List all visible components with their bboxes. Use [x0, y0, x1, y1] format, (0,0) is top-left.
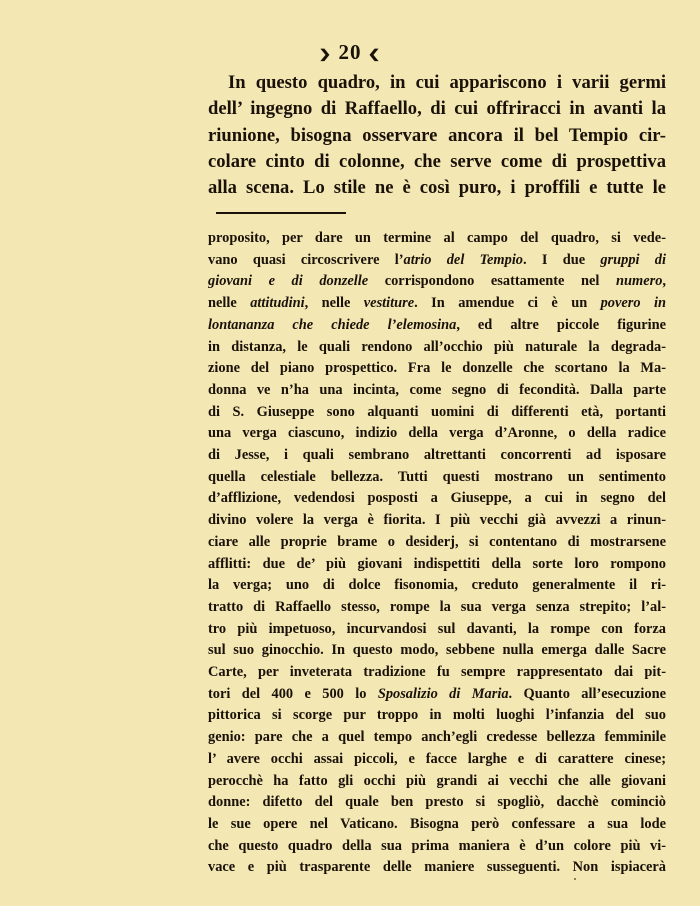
footnote-line [208, 792, 666, 814]
footnote-italic-segment: numero [616, 273, 663, 290]
footnote-segment: la verga; uno di dolce fisonomia, creduto generalmente il ri- [208, 577, 666, 594]
footnote-segment: che questo quadro della sua prima maniera è d’un colore più vi- [208, 837, 666, 854]
footnote-line [208, 271, 666, 293]
footnote-segment: una verga ciascuno, indizio della verga d’Aronne, o della radice [208, 425, 666, 442]
footnote-line [208, 315, 666, 337]
footnote-line [208, 402, 666, 424]
main-text-line: alla scena. Lo stile ne è così puro, i proffili e tutte le [208, 177, 666, 199]
footnote-line [208, 597, 666, 619]
footnote-segment: tro più impetuoso, incurvandosi sul davanti, la rompe con forza [208, 620, 666, 637]
footnote-line [208, 228, 666, 250]
footnote-segment: di S. Giuseppe sono alquanti uomini di differenti età, portanti [208, 403, 666, 420]
footnote-line [208, 337, 666, 359]
footnote-segment: , nelle [304, 295, 364, 312]
footnote-line [208, 554, 666, 576]
footnote-segment: proposito, per dare un termine al campo del quadro, si vede- [208, 230, 666, 246]
footnote-segment: l’ avere occhi assai piccoli, e facce larghe e di carattere cinese; [208, 750, 666, 767]
footnote-segment: . I due [523, 251, 601, 268]
footnote-segment: pittorica si scorge pur troppo in molti luoghi l’infanzia del suo [208, 707, 666, 724]
footnote-segment: corrispondono esattamente nel [368, 273, 616, 290]
footnote-segment: afflitti: due de’ più giovani indispettiti della sorte loro rompono [208, 555, 666, 572]
footnote-line [208, 771, 666, 793]
main-text [208, 70, 666, 201]
footnote-line [208, 684, 666, 706]
footnote-separator [216, 212, 346, 214]
footnote-line [208, 727, 666, 749]
footnote-segment: tratto di Raffaello stesso, rompe la sua verga senza strepito; l’al- [208, 598, 666, 615]
footnote-segment: divino volere la verga è fiorita. I più vecchi già avvezzi a rinun- [208, 512, 666, 529]
footnote-line [208, 445, 666, 467]
footnote-line [208, 380, 666, 402]
main-text-line: In questo quadro, in cui appariscono i varii germi [228, 72, 666, 93]
footnote-segment: , [662, 273, 666, 290]
footnote-segment: vano quasi circoscrivere l’ [208, 251, 404, 268]
footnote-line [208, 619, 666, 641]
footnote-line [208, 857, 666, 879]
footnote-line [208, 467, 666, 489]
footnote-italic-segment: vestiture [363, 295, 415, 312]
footnote-segment: tori del 400 e 500 lo [208, 685, 378, 702]
footnote-italic-segment: gruppi di [600, 251, 666, 268]
footnote-segment: le sue opere nel Vaticano. Bisogna però confessare a sua lode [208, 815, 666, 832]
footnote-line [208, 662, 666, 684]
footnote-segment: quella celestiale bellezza. Tutti questi mostrano un sentimento [208, 468, 666, 485]
footnote-segment: sul suo ginocchio. In questo modo, sebbene nulla emerga dalle Sacre [208, 642, 666, 659]
footnote-line [208, 814, 666, 836]
main-text-line: dell’ ingegno di Raffaello, di cui offriracci in avanti la [208, 98, 666, 120]
footnote-segment: Carte, per inveterata tradizione fu sempre rappresentato dai pit- [208, 664, 666, 681]
footnote-text [208, 228, 666, 879]
footnote-segment: . Quanto all’esecuzione [508, 685, 666, 702]
footnote-segment: zione del piano prospettico. Fra le donzelle che scortano la Ma- [208, 360, 666, 377]
footnote-line [208, 358, 666, 380]
footnote-segment: d’afflizione, vedendosi posposti a Giuseppe, a cui in segno del [208, 490, 666, 507]
paper-speck [574, 878, 576, 880]
left-ornament: ❯ [318, 48, 333, 62]
footnote-italic-segment: giovani e di donzelle [208, 273, 369, 290]
footnote-italic-segment: povero in [600, 295, 666, 312]
footnote-line [208, 749, 666, 771]
footnote-italic-segment: Sposalizio di Maria [377, 685, 509, 702]
footnote-segment: in distanza, le quali rendono all’occhio più naturale la degrada- [208, 338, 666, 355]
footnote-line [208, 423, 666, 445]
footnote-segment: di Jesse, i quali sembrano altrettanti concorrenti ad isposare [208, 447, 666, 464]
footnote-line [208, 510, 666, 532]
footnote-line [208, 640, 666, 662]
footnote-italic-segment: attitudini [250, 295, 305, 312]
main-text-line: riunione, bisogna osservare ancora il bel Tempio cir- [208, 124, 666, 146]
footnote-segment: . In amendue ci è un [414, 295, 601, 312]
page-number: 20 [338, 40, 362, 64]
footnote-line [208, 836, 666, 858]
footnote-segment: , ed altre piccole figurine [456, 316, 666, 333]
footnote-segment: donne: difetto del quale ben presto si spogliò, dacchè cominciò [208, 794, 666, 811]
footnote-line [208, 705, 666, 727]
footnote-line [208, 575, 666, 597]
footnote-line [208, 532, 666, 554]
main-text-line: colare cinto di colonne, che serve come di prospettiva [208, 150, 666, 172]
footnote-segment: donna ve n’ha una incinta, come segno di fecondità. Dalla parte [208, 381, 666, 398]
page-header [0, 40, 700, 65]
footnote-line [208, 250, 666, 272]
footnote-segment: genio: pare che a quel tempo anch’egli credesse bellezza femminile [208, 729, 666, 746]
footnote-segment: vace e più trasparente delle maniere susseguenti. Non ispiacerà [208, 859, 666, 876]
footnote-italic-segment: atrio del Tempio [403, 251, 524, 268]
footnote-segment: perocchè ha fatto gli occhi più grandi ai vecchi che alle giovani [208, 772, 666, 789]
footnote-segment: nelle [208, 295, 251, 312]
footnote-segment: ciare alle proprie brame o desiderj, si contentano di mostrarsene [208, 533, 666, 550]
right-ornament: ❮ [367, 48, 382, 62]
footnote-line [208, 293, 666, 315]
footnote-line [208, 488, 666, 510]
footnote-italic-segment: lontananza che chiede l’elemosina [208, 316, 457, 333]
